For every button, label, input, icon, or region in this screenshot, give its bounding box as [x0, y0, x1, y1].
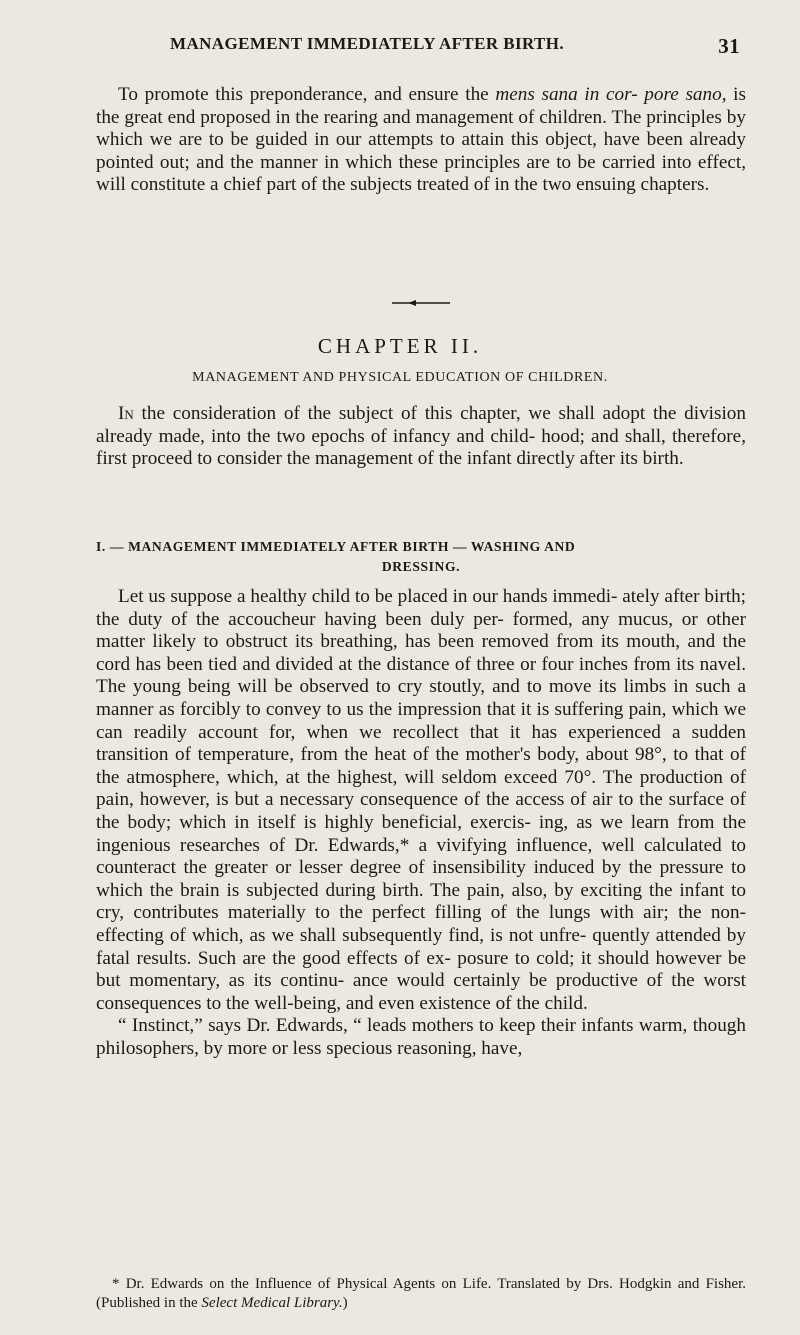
section-heading-line2: DRESSING. — [381, 559, 461, 574]
section-divider-ornament — [392, 299, 450, 307]
main-paragraph-2: “ Instinct,” says Dr. Edwards, “ leads mothers to keep their infants warm, though philosophers, by more or less specious reasoning, have, — [96, 1015, 746, 1059]
footnote-italic: Select Medical Library. — [201, 1295, 343, 1311]
section-heading-line1: I. — MANAGEMENT IMMEDIATELY AFTER BIRTH — WASHING AND — [96, 539, 576, 554]
footnote-close: ) — [342, 1295, 348, 1311]
footnote-text: * Dr. Edwards on the Influence of Physical Agents on Life. Translated by Drs. Hodgkin and Fisher. (Published in the — [96, 1276, 746, 1311]
intro-lead: To promote this preponderance, and ensure the — [118, 84, 496, 105]
intro-rest: is the great end proposed in the rearing and management of children. The principles by which we are to be guided in our attempts to attain this object, have been already pointed out; and the manner in which these principles are to be carried into effect, will constitute a chief part of the subjects treated of in the two ensuing chapters. — [96, 84, 746, 196]
opening-paragraph — [96, 403, 746, 471]
intro-italic-phrase: mens sana in cor- pore sano, — [495, 84, 727, 105]
section-heading — [96, 537, 746, 577]
main-text — [96, 586, 746, 1060]
opening-text: the consideration of the subject of this chapter, we shall adopt the division already made, into the two epochs of infancy and child- hood; and shall, therefore, first proceed to consider the management of the infant directly after its birth. — [96, 403, 746, 470]
page-number: 31 — [718, 34, 740, 58]
chapter-subtitle: MANAGEMENT AND PHYSICAL EDUCATION OF CHILDREN. — [192, 370, 608, 385]
intro-paragraph — [96, 84, 746, 197]
running-title: MANAGEMENT IMMEDIATELY AFTER BIRTH. — [170, 34, 565, 53]
opening-first-word: In — [118, 403, 134, 424]
footnote — [96, 1275, 746, 1313]
main-paragraph-1: Let us suppose a healthy child to be placed in our hands immedi- ately after birth; the duty of the accoucheur having been duly per- formed, any mucus, or other matter likely to obstruct its breathing, has been removed from its mouth, and the cord has been tied and divided at the distance of three or four inches from its navel. The young being will be observed to cry stoutly, and to move its limbs in such a manner as forcibly to convey to us the impression that it is suffering pain, which we can readily account for, when we recollect that it has experienced a sudden transition of temperature, from the heat of the mother's body, about 98°, to that of the atmosphere, which, at the highest, will seldom exceed 70°. The production of pain, however, is but a necessary consequence of the access of air to the surface of the body; which in itself is highly beneficial, exercis- ing, as we learn from the ingenious researches of Dr. Edwards,* a vivifying influence, well calculated to counteract the greater or lesser degree of insensibility induced by the pressure to which the brain is subjected during birth. The pain, also, by exciting the infant to cry, contributes materially to the perfect filling of the lungs with air; the non-effecting of which, as we shall subsequently find, is not unfre- quently attended by fatal results. Such are the good effects of ex- posure to cold; it should however be but momentary, as its continu- ance would certainly be productive of the worst consequences to the well-being, and even existence of the child. — [96, 586, 746, 1014]
chapter-title: CHAPTER II. — [317, 334, 483, 358]
